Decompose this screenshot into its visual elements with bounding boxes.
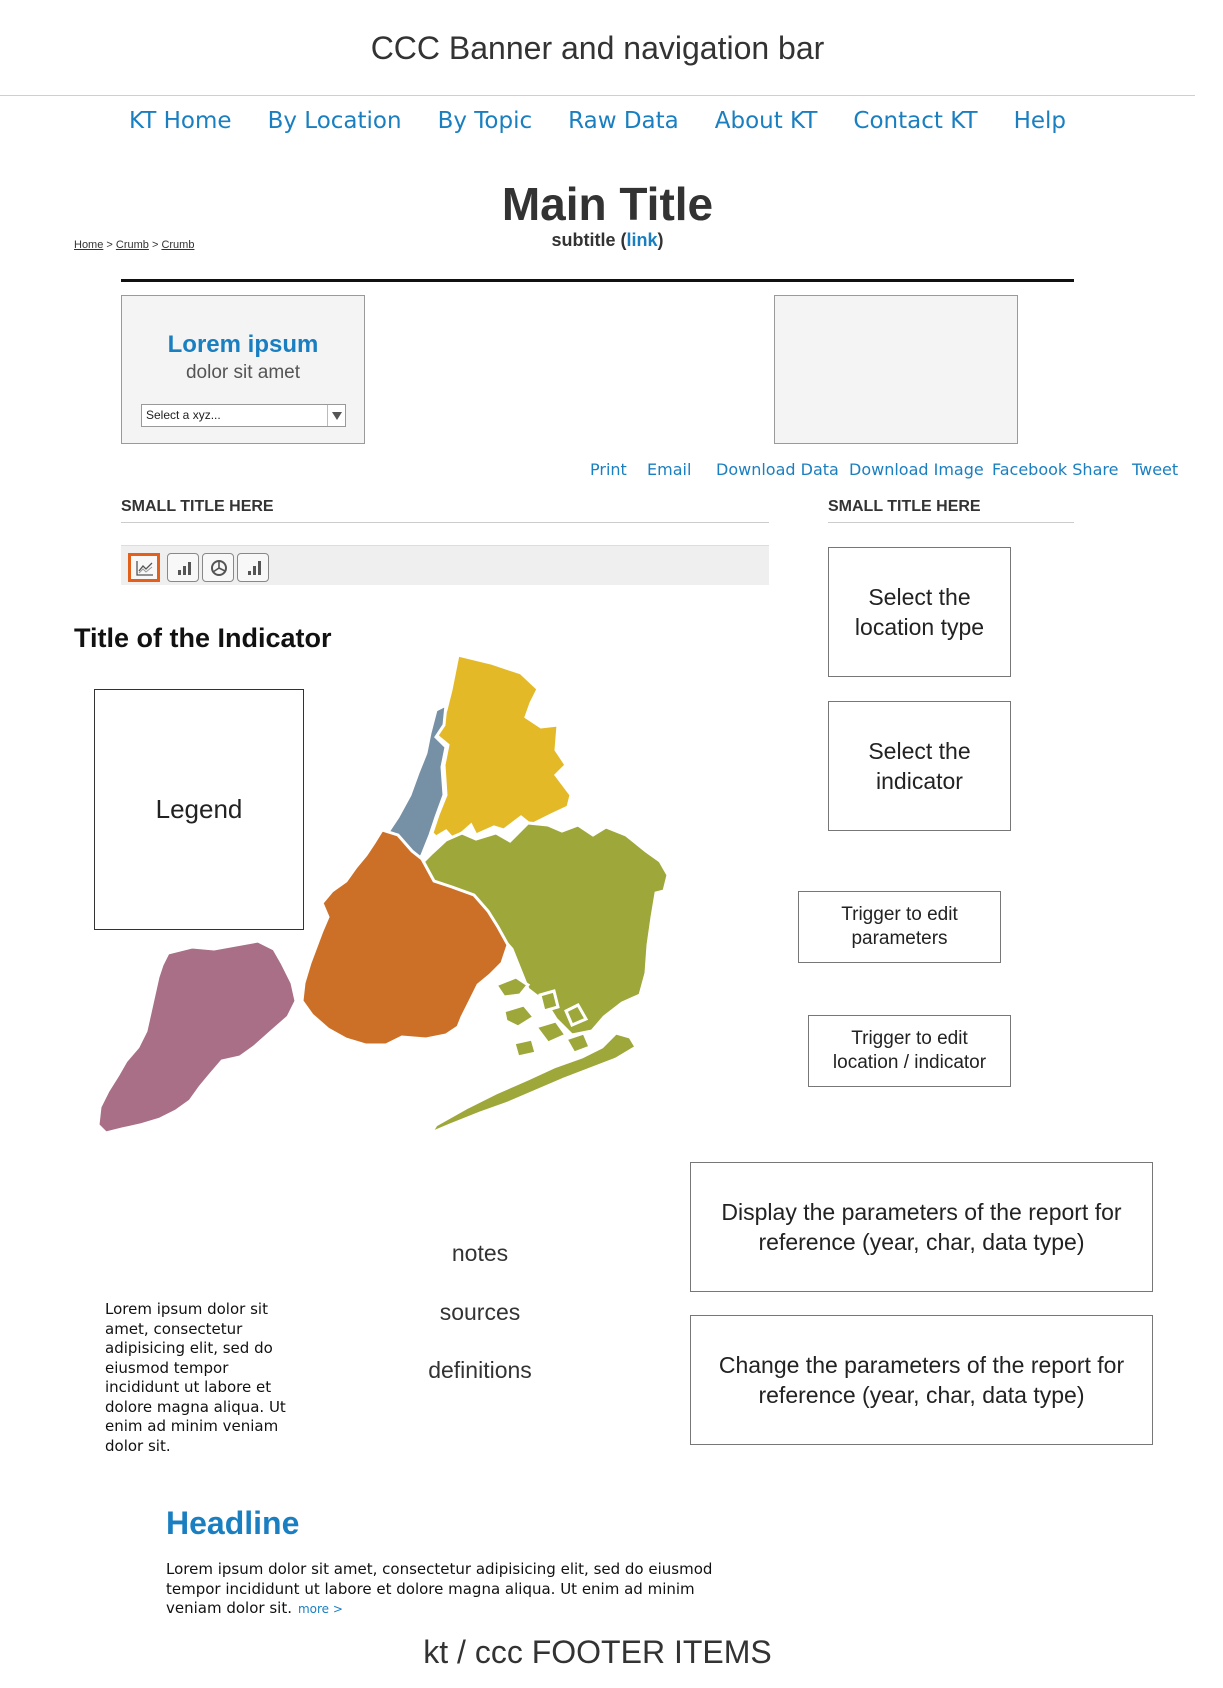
article-headline: Headline: [166, 1505, 300, 1541]
section-title-left: SMALL TITLE HERE: [121, 498, 274, 515]
select-indicator-line: Select the: [868, 738, 971, 764]
banner-divider: [0, 95, 1195, 96]
nav-kt-home[interactable]: KT Home: [128, 108, 232, 134]
nav-contact-kt[interactable]: Contact KT: [853, 108, 978, 134]
report-parameters-display-label: [721, 1197, 1121, 1257]
subtitle-suffix: ): [657, 230, 664, 250]
select-indicator[interactable]: [828, 701, 1011, 831]
title-divider: [121, 279, 1074, 282]
change-parameters-line: reference (year, char, data type): [758, 1382, 1085, 1408]
bar-chart-button[interactable]: [167, 553, 199, 582]
more-link[interactable]: more >: [297, 1602, 343, 1616]
indicator-description: Lorem ipsum dolor sit amet, consectetur adipisicing elit, sed do eiusmod tempor incididunt ut labore et dolore magna aliqua. Ut enim ad minim veniam dolor sit.: [105, 1300, 286, 1455]
borough-map[interactable]: [96, 655, 696, 1215]
line-chart-button[interactable]: [128, 553, 160, 582]
email-link[interactable]: Email: [647, 460, 692, 479]
chart-type-toolbar: [121, 545, 769, 585]
breadcrumb-separator: >: [103, 239, 116, 251]
location-box-title: Lorem ipsum: [167, 331, 319, 358]
edit-location-indicator-line: location / indicator: [832, 1052, 987, 1073]
change-parameters-control[interactable]: [690, 1315, 1153, 1445]
pie-chart-icon: [210, 560, 228, 576]
facebook-share-link[interactable]: Facebook Share: [992, 460, 1119, 479]
download-data-link[interactable]: Download Data: [716, 460, 839, 479]
download-image-link[interactable]: Download Image: [849, 460, 984, 479]
map-region-bronx[interactable]: [432, 655, 571, 840]
location-selector-box: [121, 295, 365, 444]
location-box-subtitle: dolor sit amet: [185, 362, 301, 383]
nav-help[interactable]: Help: [1013, 108, 1066, 134]
select-indicator-line: indicator: [876, 768, 963, 794]
edit-location-indicator-line: Trigger to edit: [851, 1028, 968, 1049]
edit-parameters-label: [841, 903, 958, 951]
select-location-type-line: Select the: [868, 584, 971, 610]
tweet-link[interactable]: Tweet: [1132, 460, 1179, 479]
info-box-placeholder: [774, 295, 1018, 444]
report-parameters-display-line: reference (year, char, data type): [758, 1229, 1085, 1255]
indicator-title: Title of the Indicator: [74, 623, 332, 653]
bar-chart-icon: [175, 560, 193, 576]
breadcrumb-crumb[interactable]: Crumb: [115, 239, 149, 251]
change-parameters-line: Change the parameters of the report for: [718, 1352, 1125, 1378]
breadcrumb-crumb[interactable]: Crumb: [161, 239, 195, 251]
chevron-down-icon[interactable]: [327, 405, 345, 426]
nav-about-kt[interactable]: About KT: [714, 108, 818, 134]
legend-label: Legend: [155, 794, 243, 824]
edit-location-indicator-label: [833, 1027, 986, 1075]
select-location-type-label: [855, 582, 984, 642]
select-indicator-label: [868, 736, 970, 796]
subtitle-prefix: subtitle (: [551, 230, 627, 250]
change-parameters-label: [719, 1350, 1124, 1410]
map-region-staten-island[interactable]: [98, 941, 296, 1133]
page-title: Main Title: [501, 178, 714, 230]
edit-location-indicator-trigger[interactable]: [808, 1015, 1011, 1087]
breadcrumb-separator: >: [148, 239, 162, 251]
section-divider-left: [121, 522, 769, 523]
report-parameters-display-line: Display the parameters of the report for: [721, 1199, 1122, 1225]
definitions-link[interactable]: definitions: [428, 1357, 532, 1383]
nav-raw-data[interactable]: Raw Data: [568, 108, 679, 134]
notes-link[interactable]: notes: [451, 1240, 509, 1266]
edit-parameters-line: Trigger to edit: [841, 904, 958, 925]
section-title-right: SMALL TITLE HERE: [828, 498, 981, 515]
site-footer: kt / ccc FOOTER ITEMS: [423, 1634, 772, 1670]
select-location-type[interactable]: [828, 547, 1011, 677]
section-divider-right: [828, 522, 1074, 523]
edit-parameters-line: parameters: [851, 928, 948, 949]
edit-parameters-trigger[interactable]: [798, 891, 1001, 963]
report-parameters-display: [690, 1162, 1153, 1292]
select-location-type-line: location type: [854, 614, 985, 640]
nav-by-location[interactable]: By Location: [267, 108, 402, 134]
location-select-value: Select a xyz...: [146, 408, 221, 422]
location-select[interactable]: [141, 404, 346, 427]
line-chart-icon: [136, 560, 154, 576]
main-nav: [0, 108, 1195, 134]
article-body-text: Lorem ipsum dolor sit amet, consectetur adipisicing elit, sed do eiusmod tempor incididunt ut labore et dolore magna aliqua. Ut enim ad minim veniam dolor sit.: [166, 1560, 713, 1617]
breadcrumb: [74, 239, 194, 251]
site-banner: CCC Banner and navigation bar: [370, 30, 825, 66]
bar-chart-alt-button[interactable]: [237, 553, 269, 582]
pie-chart-button[interactable]: [202, 553, 234, 582]
print-link[interactable]: Print: [590, 460, 627, 479]
subtitle-link[interactable]: link: [626, 230, 658, 250]
bar-chart-icon: [245, 560, 263, 576]
nav-by-topic[interactable]: By Topic: [437, 108, 533, 134]
sources-link[interactable]: sources: [439, 1299, 521, 1325]
article-body: [166, 1560, 746, 1620]
breadcrumb-home[interactable]: Home: [74, 239, 104, 251]
